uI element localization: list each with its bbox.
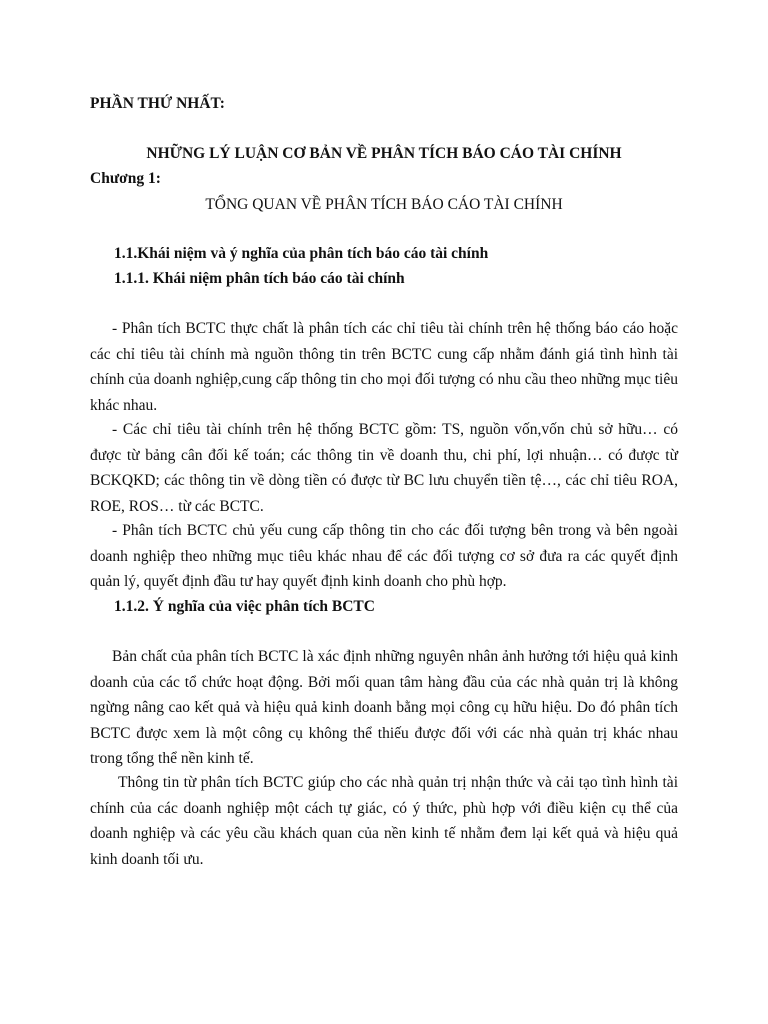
section-heading-1-1-2: 1.1.2. Ý nghĩa của việc phân tích BCTC <box>114 598 375 615</box>
chapter-title: TỔNG QUAN VỀ PHÂN TÍCH BÁO CÁO TÀI CHÍNH <box>205 196 563 213</box>
section-heading-1-1: 1.1.Khái niệm và ý nghĩa của phân tích báo cáo tài chính <box>114 245 489 262</box>
chapter-label: Chương 1: <box>90 170 161 187</box>
paragraph-definition-3: - Phân tích BCTC chủ yếu cung cấp thông tin cho các đối tượng bên trong và bên ngoài doanh nghiệp theo những mục tiêu khác nhau để các đối tượng cơ sở đưa ra các quyết định quản lý, quyết định đầu tư hay quyết định kinh doanh cho phù hợp. <box>90 522 678 590</box>
part-title: NHỮNG LÝ LUẬN CƠ BẢN VỀ PHÂN TÍCH BÁO CÁO TÀI CHÍNH <box>146 145 622 162</box>
paragraph-significance-1: Bản chất của phân tích BCTC là xác định những nguyên nhân ảnh hưởng tới hiệu quả kinh doanh của các tổ chức hoạt động. Bởi mối quan tâm hàng đầu của các nhà quản trị là không ngừng nâng cao kết quả và hiệu quả kinh doanh bằng mọi công cụ hữu hiệu. Do đó phân tích BCTC được xem là một công cụ không thể thiếu được đối với các nhà quản trị khác nhau trong tổng thể nền kinh tế. <box>90 648 678 767</box>
part-heading: PHẦN THỨ NHẤT: <box>90 95 225 112</box>
section-heading-1-1-1: 1.1.1. Khái niệm phân tích báo cáo tài chính <box>114 270 405 287</box>
paragraph-definition-1: - Phân tích BCTC thực chất là phân tích các chỉ tiêu tài chính trên hệ thống báo cáo hoặc các chỉ tiêu tài chính mà nguồn thông tin trên BCTC cung cấp nhằm đánh giá tình hình tài chính của doanh nghiệp,cung cấp thông tin cho mọi đối tượng có nhu cầu theo những mục tiêu khác nhau. <box>90 320 678 414</box>
paragraph-definition-2: - Các chỉ tiêu tài chính trên hệ thống BCTC gồm: TS, nguồn vốn,vốn chủ sở hữu… có được từ bảng cân đối kế toán; các thông tin về doanh thu, chi phí, lợi nhuận… có được từ BCKQKD; các thông tin về dòng tiền có được từ BC lưu chuyển tiền tệ…, các chỉ tiêu ROA, ROE, ROS… từ các BCTC. <box>90 421 678 515</box>
paragraph-significance-2: Thông tin từ phân tích BCTC giúp cho các nhà quản trị nhận thức và cải tạo tình hình tài chính của các doanh nghiệp một cách tự giác, có ý thức, phù hợp với điều kiện cụ thể của doanh nghiệp và các yêu cầu khách quan của nền kinh tế nhằm đem lại kết quả và hiệu quả kinh doanh tối ưu. <box>90 774 678 868</box>
